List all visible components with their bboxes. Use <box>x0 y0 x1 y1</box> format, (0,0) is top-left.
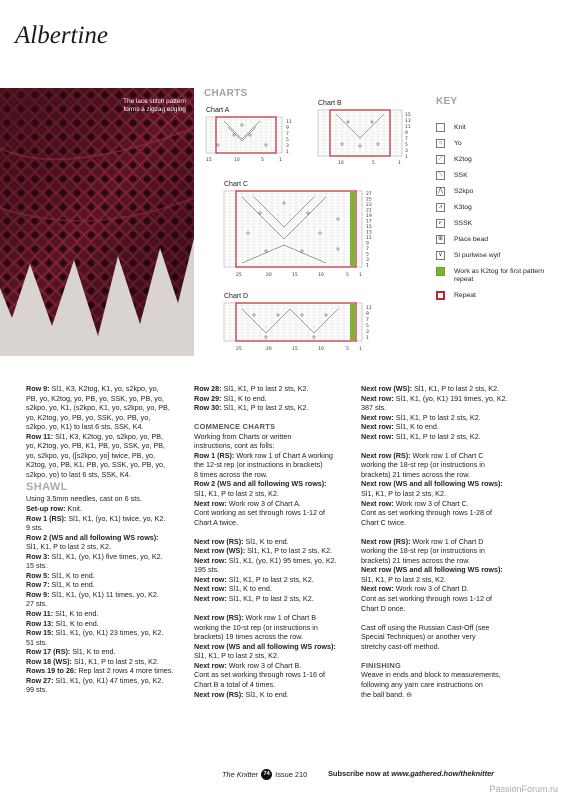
instruction-line: Sl1, K1, P to last 2 sts, K2. <box>194 489 279 499</box>
chart-c-row: 3 <box>366 258 369 263</box>
chart-b-grid <box>318 110 402 156</box>
chart-c-col: 25 <box>236 273 242 278</box>
instruction-line: Next row: Work row 3 of Chart A. <box>194 498 301 508</box>
subscribe-text: Subscribe now at <box>328 769 390 778</box>
chart-a-col: 1 <box>279 158 282 163</box>
chart-c-col: 20 <box>266 273 272 278</box>
red-outline-square-icon <box>436 291 445 300</box>
instruction-line: Cont as set working through rows 1-16 of <box>194 670 326 680</box>
footer-magazine <box>222 769 307 780</box>
chart-a-col: 10 <box>234 158 240 163</box>
instruction-line: Next row (WS and all following WS rows): <box>361 479 503 489</box>
chart-b-row: 1 <box>405 155 408 160</box>
spacer <box>361 651 551 661</box>
instruction-line: Rows 19 to 26: Rep last 2 rows 4 more times. <box>26 666 174 676</box>
instruction-line: Set-up row: Knit. <box>26 504 82 514</box>
shawl-photo <box>0 88 194 356</box>
instruction-line: Next row: Sl1, K1, (yo, K1) 191 times, yo, K2. <box>361 393 508 403</box>
chart-b-row: 15 <box>405 113 411 118</box>
watermark: PassionForum.ru <box>489 784 558 794</box>
shawl-instructions <box>26 494 204 694</box>
key-label: K3tog <box>454 204 472 211</box>
bead-symbol-icon: ⊕ <box>437 236 444 242</box>
chart-c-col: 5 <box>346 273 349 278</box>
chart-b-row: 9 <box>405 131 408 136</box>
instruction-line: s2kpo, yo) to last 6 sts, SSK, K4. <box>26 469 131 479</box>
key-label: Yo <box>454 140 462 147</box>
finishing-heading: FINISHING <box>361 660 402 670</box>
instruction-line: s2kpo, yo, K1, (s2kpo, K1, yo, s2kpo, yo, PB, <box>26 403 170 413</box>
instruction-line: Next row: Work row 3 of Chart C. <box>361 498 469 508</box>
chart-a-row: 3 <box>286 144 289 149</box>
instruction-line: Next row (RS): Work row 1 of Chart C <box>361 450 484 460</box>
key-item-knit <box>436 123 558 132</box>
key-item-sssk <box>436 219 558 228</box>
row11-block <box>26 432 204 480</box>
increase-instructions <box>194 537 364 604</box>
instruction-line: Cont working as set through rows 1-12 of <box>194 508 326 518</box>
instruction-line: Row 2 (WS and all following WS rows): <box>26 532 159 542</box>
chart-b-col: 5 <box>372 161 375 166</box>
key-label: Place bead <box>454 236 489 243</box>
key-item-place-bead <box>436 235 558 244</box>
key-item-first-repeat <box>436 267 558 284</box>
instruction-line: Sl1, K1, P to last 2 sts, K2. <box>194 651 279 661</box>
charts-heading: CHARTS <box>204 88 248 99</box>
instruction-line: 387 sts. <box>361 403 387 413</box>
instruction-line: brackets) 19 times across the row. <box>194 632 304 642</box>
instruction-line: Next row (RS): Sl1, K to end. <box>194 689 289 699</box>
instruction-line: Sl1, K1, P to last 2 sts, K2. <box>361 574 446 584</box>
chart-d-col: 1 <box>359 347 362 352</box>
chart-a <box>204 115 304 167</box>
instruction-line: Row 29: Sl1, K to end. <box>194 393 267 403</box>
instruction-line: Next row: Sl1, K1, P to last 2 sts, K2. <box>361 412 481 422</box>
instruction-line: Working from Charts or written <box>194 431 292 441</box>
instruction-line: Row 7: Sl1, K to end. <box>26 580 95 590</box>
shawl-lace-image <box>0 88 194 356</box>
instruction-line: Next row: Sl1, K to end. <box>361 422 439 432</box>
chart-c-label: Chart C <box>224 181 249 188</box>
instruction-line: Next row (WS): Sl1, K1, P to last 2 sts, K2. <box>194 546 333 556</box>
instruction-line: Row 15: Sl1, K1, (yo, K1) 23 times, yo, K2. <box>26 628 164 638</box>
chart-d-row: 9 <box>366 312 369 317</box>
instruction-line: stretchy cast-off method. <box>361 641 440 651</box>
instruction-line: working the 18-st rep (or instructions in <box>361 460 485 470</box>
issue-number: Issue 210 <box>275 770 308 779</box>
knit-symbol-icon <box>436 123 445 132</box>
key-label: Repeat <box>454 292 476 299</box>
key-item-yo <box>436 139 558 148</box>
instruction-line: Chart A twice. <box>194 517 238 527</box>
instruction-line: 8 times across the row. <box>194 469 268 479</box>
key-label: Work as K2tog for first pattern repeat <box>454 268 545 283</box>
k3tog-symbol-icon: ⩘ <box>436 203 445 212</box>
chart-a-row: 5 <box>286 138 289 143</box>
instruction-line: 15 sts. <box>26 561 48 571</box>
chart-b-row: 11 <box>405 125 411 130</box>
instruction-line: Row 28: Sl1, K1, P to last 2 sts, K2. <box>194 384 309 393</box>
chart-c-row: 23 <box>366 203 372 208</box>
instruction-line: Next row (RS): Work row 1 of Chart D <box>361 536 484 546</box>
key-item-s2kpo <box>436 187 558 196</box>
chart-d-instructions <box>361 537 551 613</box>
instruction-line: Cont as set working through rows 1-28 of <box>361 508 493 518</box>
instruction-line: 195 sts. <box>194 565 220 575</box>
instruction-line: Row 5: Sl1, K to end. <box>26 570 95 580</box>
instruction-line: brackets) 21 times across the row. <box>361 469 471 479</box>
chart-c-instructions <box>361 451 551 527</box>
subscribe-link[interactable]: www.gathered.how/theknitter <box>391 769 495 778</box>
key-item-k2tog <box>436 155 558 164</box>
chart-c-row: 27 <box>366 192 372 197</box>
instruction-line: Row 18 (WS): Sl1, K1, P to last 2 sts, K2. <box>26 656 159 666</box>
chart-d-row: 7 <box>366 318 369 323</box>
spacer <box>194 527 364 537</box>
instruction-line: Next row: Sl1, K1, (yo, K1) 95 times, yo, K2. <box>194 555 337 565</box>
instruction-line: Row 30: Sl1, K1, P to last 2 sts, K2. <box>194 403 309 413</box>
key-item-ssk <box>436 171 558 180</box>
key-list <box>436 123 558 307</box>
page-number: 74 <box>261 769 272 780</box>
chart-d-col: 25 <box>236 347 242 352</box>
chart-d-col: 5 <box>346 347 349 352</box>
chart-c-row: 19 <box>366 214 372 219</box>
instruction-line: yo, s2kpo, yo, ([s2kpo, yo] twice, PB, yo, <box>26 450 156 460</box>
instruction-line: the 12-st rep (or instructions in brackets) <box>194 460 323 470</box>
sssk-symbol-icon: ⩗ <box>436 219 445 228</box>
instruction-line: Chart B a total of 4 times. <box>194 679 276 689</box>
chart-b-row: 13 <box>405 119 411 124</box>
chart-d-row: 1 <box>366 336 369 341</box>
chart-a-col: 15 <box>206 158 212 163</box>
instruction-line: Special Techniques) or another very <box>361 632 476 642</box>
instruction-line: 51 sts. <box>26 637 48 647</box>
slip-symbol-icon: ∨ <box>436 251 445 260</box>
instruction-line: instructions, cont as folls: <box>194 441 275 451</box>
chart-d-row: 11 <box>366 306 372 311</box>
chart-d-col: 15 <box>292 347 298 352</box>
s2kpo-symbol-icon: ⋀ <box>436 187 445 196</box>
instruction-line: Using 3.5mm needles, cast on 6 sts. <box>26 494 142 504</box>
chart-b-row: 7 <box>405 137 408 142</box>
instruction-line: Next row: Sl1, K1, P to last 2 sts, K2. <box>194 574 314 584</box>
green-square-icon <box>436 267 445 276</box>
chart-d <box>222 301 392 355</box>
instruction-line: Next row: Sl1, K1, P to last 2 sts, K2. <box>194 594 314 604</box>
chart-c-grid <box>224 191 362 267</box>
instruction-line: Row 11: Sl1, K to end. <box>26 609 99 619</box>
chart-c-row: 9 <box>366 241 369 247</box>
chart-a-row: 11 <box>286 120 292 125</box>
instruction-line: Row 9: Sl1, K3, K2tog, K1, yo, s2kpo, yo, <box>26 384 159 393</box>
chart-c-row: 1 <box>366 263 369 269</box>
instruction-line: Next row (RS): Work row 1 of Chart B <box>194 613 317 623</box>
chart-a-col: 5 <box>261 158 264 163</box>
chart-b <box>316 108 416 170</box>
instruction-line: 99 sts. <box>26 685 48 695</box>
rows-28-30 <box>194 384 364 413</box>
spacer <box>194 413 364 423</box>
chart-d-col: 10 <box>318 347 324 352</box>
instruction-line: Next row (WS and all following WS rows): <box>194 641 336 651</box>
spacer <box>361 613 551 623</box>
increase-instructions-2 <box>361 384 551 441</box>
chart-a-label: Chart A <box>206 107 230 114</box>
photo-caption: The lace stitch pattern forms a zigzag edging <box>123 98 186 113</box>
instruction-line: the ball band. ⊖ <box>361 689 413 699</box>
instruction-line: Next row (WS and all following WS rows): <box>361 565 503 575</box>
chart-c-col: 10 <box>318 273 324 278</box>
chart-c-row: 7 <box>366 247 369 252</box>
chart-c-row: 15 <box>366 225 372 230</box>
chart-d-grid <box>224 303 362 341</box>
key-label: SSK <box>454 172 468 179</box>
instruction-line: Next row: Work row 3 of Chart D. <box>361 584 469 594</box>
spacer <box>361 527 551 537</box>
instruction-line: yo, K2tog, yo, PB, K1, PB, yo, SSK, yo, PB, <box>26 441 166 451</box>
instruction-line: Next row: Sl1, K1, P to last 2 sts, K2. <box>361 431 481 441</box>
key-label: Knit <box>454 124 466 131</box>
row9-block <box>26 384 204 432</box>
key-label: S2kpo <box>454 188 474 195</box>
chart-c-row: 25 <box>366 197 372 203</box>
shawl-heading: SHAWL <box>26 481 68 494</box>
instruction-line: Sl1, K1, P to last 2 sts, K2. <box>26 542 111 552</box>
instruction-line: 27 sts. <box>26 599 48 609</box>
chart-c-row: 13 <box>366 230 372 236</box>
key-label: Sl purlwise wyif <box>454 252 501 259</box>
instruction-line: Row 17 (RS): Sl1, K to end. <box>26 647 116 657</box>
instruction-line: Row 2 (WS and all following WS rows): <box>194 479 327 489</box>
instruction-line: Next row (RS): Sl1, K to end. <box>194 536 289 546</box>
yo-symbol-icon: ○ <box>436 139 445 148</box>
chart-a-grid <box>206 117 282 153</box>
pattern-title: Albertine <box>15 22 109 49</box>
chart-c <box>222 189 392 281</box>
key-item-k3tog <box>436 203 558 212</box>
chart-c-col: 15 <box>292 273 298 278</box>
instruction-line: s2kpo, yo, K1) to last 6 sts, SSK, K4. <box>26 422 144 432</box>
instruction-line: Row 3: Sl1, K1, (yo, K1) five times, yo, K2. <box>26 551 163 561</box>
instruction-line: Row 1 (RS): Work row 1 of Chart A working <box>194 450 333 460</box>
key-heading: KEY <box>436 96 458 107</box>
chart-a-row: 9 <box>286 126 289 131</box>
instruction-line: 9 sts. <box>26 523 44 533</box>
chart-d-row: 5 <box>366 324 369 329</box>
instruction-line: Row 1 (RS): Sl1, K1, (yo, K1) twice, yo, K2. <box>26 513 166 523</box>
instruction-line: Cast off using the Russian Cast-Off (see <box>361 622 490 632</box>
instruction-line: Sl1, K1, P to last 2 sts, K2. <box>361 489 446 499</box>
chart-d-col: 20 <box>266 347 272 352</box>
instructions-column-3 <box>361 384 551 699</box>
chart-a-row: 7 <box>286 132 289 137</box>
chart-c-col: 1 <box>359 273 362 278</box>
instruction-line: working the 10-st rep (or instructions in <box>194 622 318 632</box>
chart-b-col: 1 <box>398 161 401 166</box>
chart-d-row: 3 <box>366 330 369 335</box>
instruction-line: K2tog, yo, PB, K1, PB, yo, SSK, yo, PB, yo, <box>26 460 166 470</box>
instruction-line: yo, K2tog, yo, PB, yo, SSK, yo, PB, yo, <box>26 412 151 422</box>
k2tog-symbol-icon: ⟋ <box>436 155 445 164</box>
chart-c-row: 17 <box>366 219 372 225</box>
chart-a-instructions <box>194 432 364 527</box>
instructions-column-1 <box>26 384 204 695</box>
cast-off-instructions <box>361 623 551 652</box>
instruction-line: Row 9: Sl1, K1, (yo, K1) 11 times, yo, K2. <box>26 589 159 599</box>
magazine-name: The Knitter <box>222 770 259 779</box>
instructions-column-2 <box>194 384 364 699</box>
instruction-line: Row 13: Sl1, K to end. <box>26 618 99 628</box>
instruction-line: Chart C twice. <box>361 517 407 527</box>
instruction-line: Weave in ends and block to measurements, <box>361 670 501 680</box>
key-item-sl-purlwise <box>436 251 558 260</box>
key-label: SSSK <box>454 220 473 227</box>
chart-d-label: Chart D <box>224 293 249 300</box>
instruction-line: following any yarn care instructions on <box>361 679 483 689</box>
instruction-line: Next row: Work row 3 of Chart B. <box>194 660 302 670</box>
chart-b-instructions <box>194 613 364 699</box>
chart-b-row: 5 <box>405 143 408 148</box>
instruction-line: Next row (WS): Sl1, K1, P to last 2 sts, K2. <box>361 384 500 393</box>
instruction-line: Chart D once. <box>361 603 406 613</box>
finishing-instructions <box>361 670 551 699</box>
footer-subscribe <box>328 769 494 778</box>
chart-c-row: 11 <box>366 236 372 241</box>
instruction-line: brackets) 21 times across the row. <box>361 555 471 565</box>
instruction-line: Row 11: Sl1, K3, K2tog, yo, s2kpo, yo, PB, <box>26 431 164 441</box>
chart-b-label: Chart B <box>318 100 342 107</box>
key-label: K2tog <box>454 156 472 163</box>
chart-c-row: 21 <box>366 208 372 214</box>
chart-c-row: 5 <box>366 252 369 258</box>
chart-b-row: 3 <box>405 149 408 154</box>
instruction-line: Row 27: Sl1, K1, (yo, K1) 47 times, yo, K2. <box>26 675 164 685</box>
spacer <box>361 441 551 451</box>
instruction-line: PB, yo, K2tog, yo, PB, yo, SSK, yo, PB, yo, <box>26 393 164 403</box>
instruction-line: Next row: Sl1, K to end. <box>194 584 272 594</box>
instruction-line: working the 18-st rep (or instructions in <box>361 546 485 556</box>
chart-a-row: 1 <box>286 150 289 155</box>
chart-b-col: 10 <box>338 161 344 166</box>
ssk-symbol-icon: ⟍ <box>436 171 445 180</box>
spacer <box>194 604 364 614</box>
commence-charts-heading: COMMENCE CHARTS <box>194 422 276 432</box>
key-item-repeat <box>436 291 558 300</box>
instruction-line: Cont as set working through rows 1-12 of <box>361 594 493 604</box>
